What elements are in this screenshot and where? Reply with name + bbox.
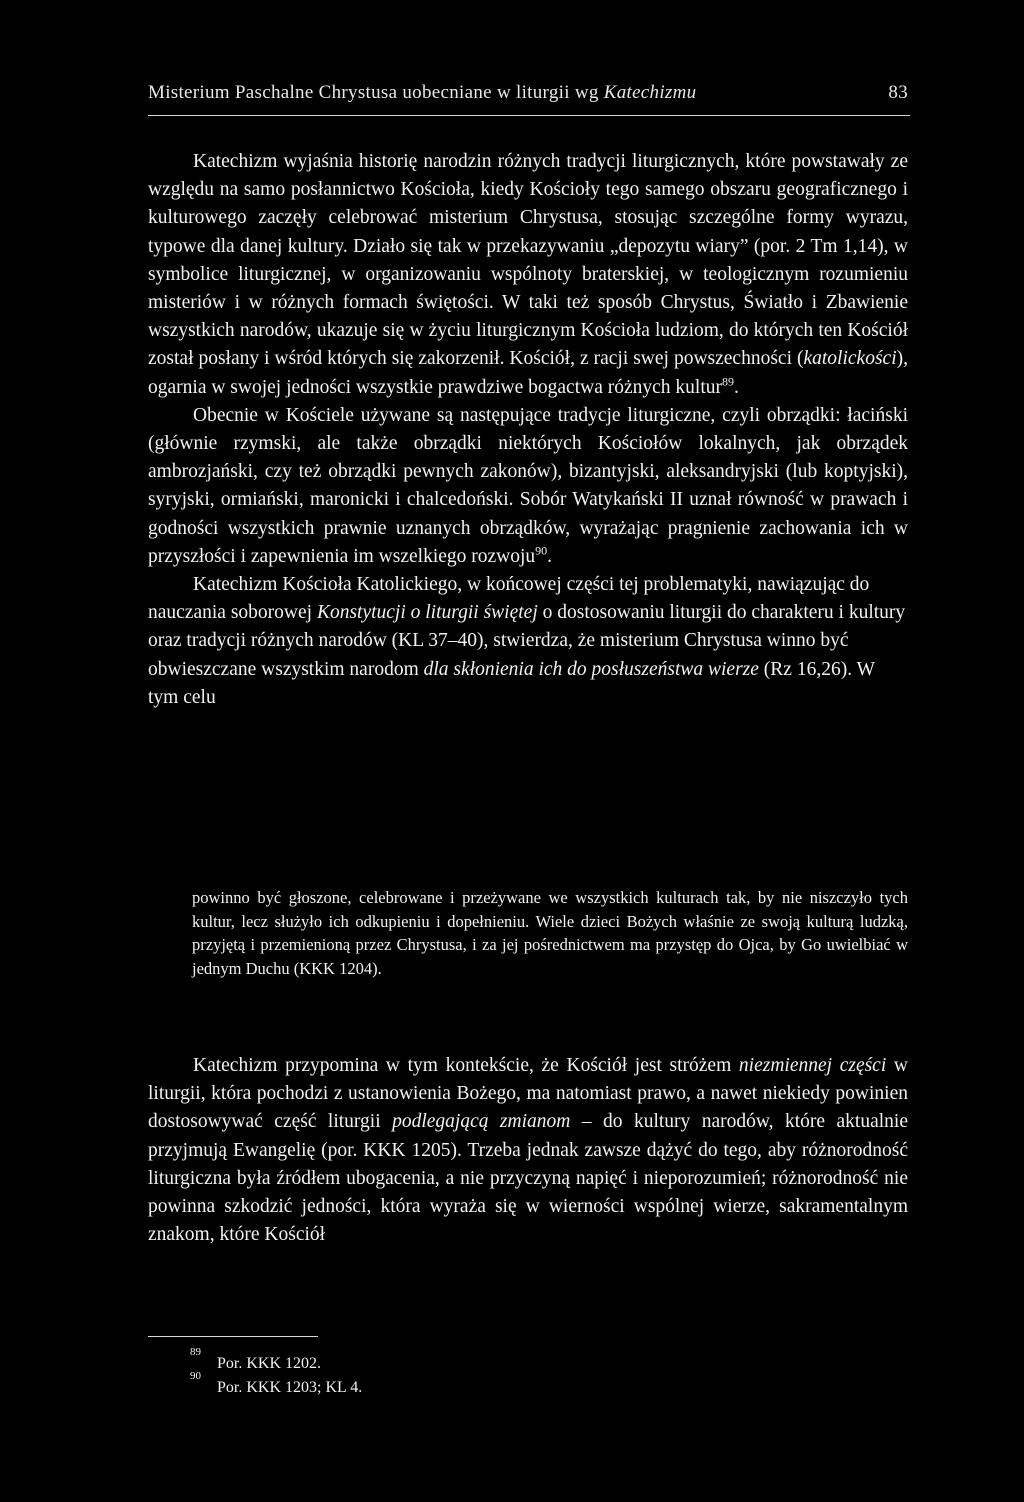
- main-text: [148, 148, 908, 712]
- paragraph-3-text: Katechizm Kościoła Katolickiego, w końcowej części tej problematyki, nawiązując do nauczania soborowej: [148, 574, 870, 624]
- paragraph-3-italic-quote: dla skłonienia ich do posłuszeństwa wierze: [423, 658, 759, 680]
- paragraph-4-text: Katechizm przypomina w tym kontekście, że Kościół jest stróżem: [193, 1055, 739, 1076]
- paragraph-1-text-cont: ), ogarnia w swojej jedności wszystkie prawdziwe bogactwa różnych kultur: [148, 348, 908, 398]
- footnote-90: [190, 1370, 790, 1400]
- footnote-number: 90: [190, 1370, 201, 1382]
- running-head-title-italic: Katechizmu: [603, 82, 697, 103]
- footnote-89: [190, 1346, 790, 1376]
- paragraph-2: [148, 402, 908, 571]
- paragraph-3: [148, 571, 908, 712]
- paragraph-3-end: (Rz 16,26). W tym celu: [148, 658, 875, 708]
- footnote-ref-89: 89: [722, 374, 734, 389]
- paragraph-4-italic-2: podlegającą zmianom: [392, 1111, 571, 1133]
- block-quote: [192, 886, 908, 980]
- paragraph-4: [148, 1052, 908, 1249]
- running-head-title-text: Misterium Paschalne Chrystusa uobecniane w liturgii wg: [148, 82, 604, 103]
- paragraph-3-text-cont: o dostosowaniu liturgii do charakteru i kultury oraz tradycji różnych narodów (KL 37–40), stwierdza, że misterium Chrystusa winno być obwieszczane wszystkim narodom: [148, 602, 906, 680]
- paragraph-3-italic-title: Konstytucji o liturgii świętej: [316, 602, 538, 624]
- footnote-text: Por. KKK 1203; KL 4.: [217, 1379, 363, 1396]
- page-number: 83: [888, 82, 908, 103]
- paragraph-4-italic-1: niezmiennej części: [738, 1055, 887, 1076]
- footnote-rule: [148, 1336, 318, 1337]
- paragraph-2-text: Obecnie w Kościele używane są następujące tradycje liturgiczne, czyli obrządki: łaciński (głównie rzymski, ale także obrządki niektórych Kościołów lokalnych, jak obrządek ambrozjański, czy też obrządki pewnych zakonów), bizantyjski, aleksandryjski (lub koptyjski), syryjski, ormiański, maronicki i chalcedoński. Sobór Watykański II uznał równość w prawach i godności wszystkich prawnie uznanych obrządków, wyrażając pragnienie zachowania ich w przyszłości i zapewnienia im wszelkiego rozwoju: [148, 404, 908, 567]
- paragraph-1-text: Katechizm wyjaśnia historię narodzin różnych tradycji liturgicznych, które powstawały ze względu na samo posłannictwo Kościoła, kiedy Kościoły tego samego obszaru geograficznego i kulturowego zaczęły celebrować misterium Chrystusa, stosując szczególne formy wyrazu, typowe dla danej kultury. Działo się tak w przekazywaniu „depozytu wiary” (por. 2 Tm 1,14), w symbolice liturgicznej, w organizowaniu wspólnoty braterskiej, w teologicznym rozumieniu misteriów i w różnych formach świętości. W taki też sposób Chrystus, Światło i Zbawienie wszystkich narodów, ukazuje się w życiu liturgicznym Kościoła ludziom, do których ten Kościół został posłany i wśród których się zakorzenił. Kościół, z racji swej powszechności (: [148, 151, 908, 370]
- footnotes: [190, 1346, 790, 1400]
- paragraph-1: [148, 148, 908, 402]
- header-rule: [148, 115, 910, 116]
- running-head: [148, 82, 908, 104]
- paragraph-2-end: .: [547, 545, 553, 567]
- paragraph-1-end: .: [734, 376, 739, 398]
- running-head-title: [148, 82, 696, 104]
- footnote-ref-90: 90: [535, 543, 548, 558]
- paragraph-1-italic: katolickości: [803, 348, 897, 370]
- block-quote-text: powinno być głoszone, celebrowane i przeżywane we wszystkich kulturach tak, by nie niszczyło tych kultur, lecz służyło ich odkupieniu i dopełnieniu. Wiele dzieci Bożych właśnie ze swoją kulturą ludzką, przyjętą i przemienioną przez Chrystusa, i za jej pośrednictwem ma przystęp do Ojca, by Go uwielbiać w jednym Duchu (KKK 1204).: [192, 888, 908, 978]
- footnote-number: 89: [190, 1346, 201, 1358]
- paragraph-4-text-cont: w liturgii, która pochodzi z ustanowienia Bożego, ma natomiast prawo, a nawet niekiedy powinien dostosowywać część liturgii: [148, 1055, 908, 1133]
- footnote-text: Por. KKK 1202.: [217, 1355, 322, 1372]
- main-text-continued: [148, 1052, 908, 1249]
- paragraph-4-end: – do kultury narodów, które aktualnie przyjmują Ewangelię (por. KKK 1205). Trzeba jednak zawsze dążyć do tego, aby różnorodność liturgiczna była źródłem ubogacenia, a nie przyczyną napięć i nieporozumień; różnorodność nie powinna szkodzić jedności, która wyraża się w wierności wspólnej wierze, sakramentalnym znakom, które Kościół: [148, 1111, 908, 1246]
